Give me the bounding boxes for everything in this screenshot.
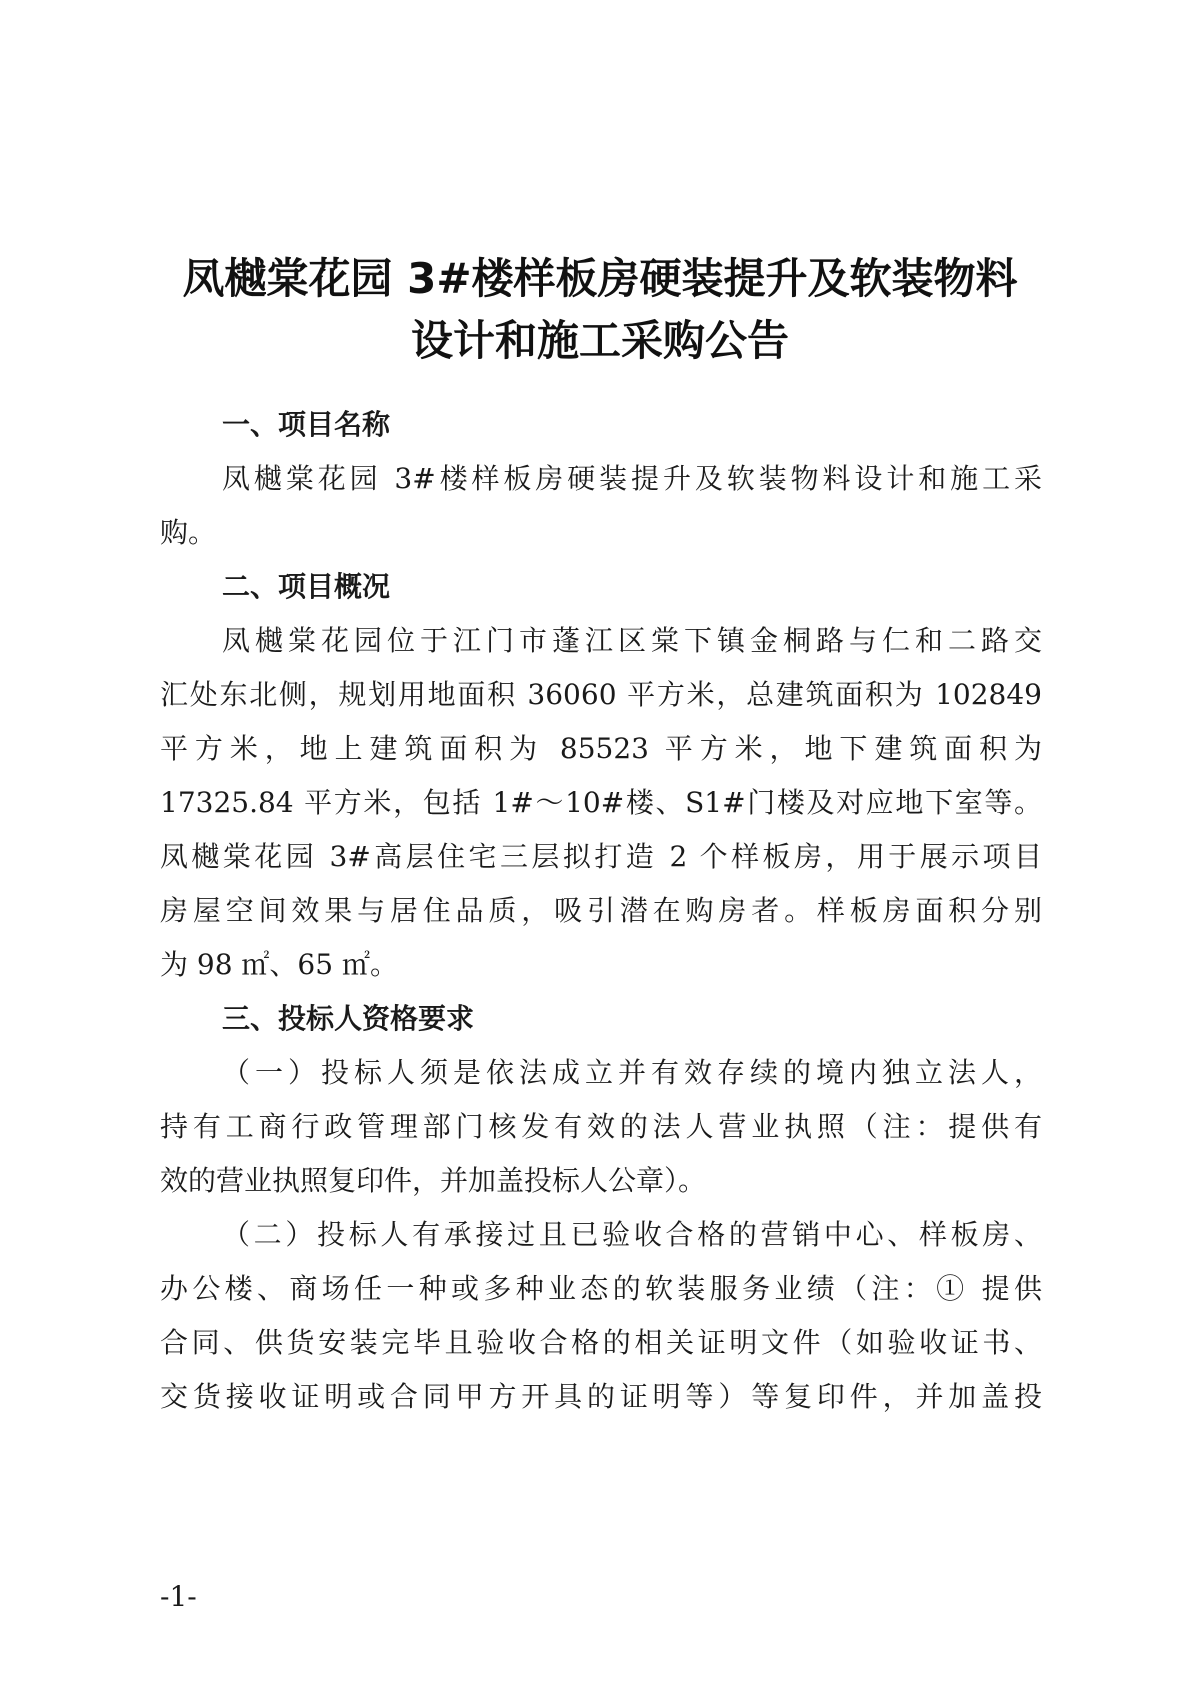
paragraph-line: 交货接收证明或合同甲方开具的证明等）等复印件，并加盖投 [160,1380,1042,1413]
paragraph-line: 合同、供货安装完毕且验收合格的相关证明文件（如验收证书、 [160,1326,1042,1359]
section-1-heading: 一、项目名称 [222,408,391,441]
paragraph-line: 17325.84 平方米，包括 1#～10#楼、S1#门楼及对应地下室等。 [160,786,1042,819]
document-title-line-2: 设计和施工采购公告 [410,316,789,365]
paragraph-line: （二）投标人有承接过且已验收合格的营销中心、样板房、 [222,1218,1042,1251]
paragraph-line: 凤樾棠花园 3#高层住宅三层拟打造 2 个样板房，用于展示项目 [160,840,1042,873]
paragraph-line: 效的营业执照复印件，并加盖投标人公章）。 [160,1164,707,1197]
paragraph-line: 汇处东北侧，规划用地面积 36060 平方米，总建筑面积为 102849 [160,678,1042,711]
paragraph-line: 购。 [160,516,217,549]
paragraph-line: 凤樾棠花园位于江门市蓬江区棠下镇金桐路与仁和二路交 [222,624,1042,657]
page-number: -1- [160,1580,197,1613]
paragraph-line: 为 98 ㎡、65 ㎡。 [160,948,398,981]
paragraph-line: 房屋空间效果与居住品质，吸引潜在购房者。样板房面积分别 [160,894,1042,927]
paragraph-line: 凤樾棠花园 3#楼样板房硬装提升及软装物料设计和施工采 [222,462,1042,495]
section-3-heading: 三、投标人资格要求 [222,1002,475,1035]
section-2-heading: 二、项目概况 [222,570,391,603]
document-title-line-1: 凤樾棠花园 3#楼样板房硬装提升及软装物料 [182,254,1018,303]
paragraph-line: 持有工商行政管理部门核发有效的法人营业执照（注：提供有 [160,1110,1042,1143]
paragraph-line: 办公楼、商场任一种或多种业态的软装服务业绩（注：① 提供 [160,1272,1042,1305]
paragraph-line: 平方米，地上建筑面积为 85523 平方米，地下建筑面积为 [160,732,1042,765]
paragraph-line: （一）投标人须是依法成立并有效存续的境内独立法人， [222,1056,1042,1089]
